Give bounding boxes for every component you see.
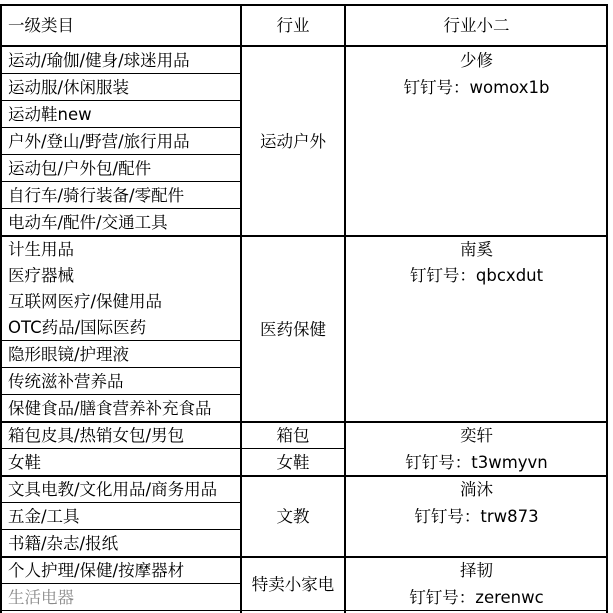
contact-name: 南奚: [460, 240, 493, 259]
category-cell: 文具电教/文化用品/商务用品: [8, 480, 218, 499]
row-divider: [0, 421, 608, 423]
category-cell: 运动包/户外包/配件: [8, 159, 152, 178]
category-row-divider: [0, 100, 241, 101]
contact-dingtalk: 钉钉号：zerenwc: [409, 588, 544, 607]
category-row-divider: [0, 529, 241, 530]
category-row-divider: [0, 583, 241, 584]
category-cell: 书籍/杂志/报纸: [8, 534, 119, 553]
category-cell: 医疗器械: [8, 266, 74, 285]
table-border-right: [606, 4, 608, 613]
category-cell: 传统滋补营养品: [8, 372, 124, 391]
category-row-divider: [0, 181, 241, 182]
contact-dingtalk: 钉钉号：t3wmyvn: [405, 453, 548, 472]
contact-name: 奕轩: [460, 426, 493, 445]
category-cell: 电动车/配件/交通工具: [8, 213, 168, 232]
industry-cell: 运动户外: [260, 132, 326, 151]
category-row-divider: [0, 340, 241, 341]
header-industry: 行业: [276, 15, 310, 35]
category-cell: 运动鞋new: [8, 105, 92, 124]
contact-dingtalk: 钉钉号：qbcxdut: [409, 266, 544, 285]
header-category: 一级类目: [8, 15, 74, 35]
row-divider: [0, 475, 608, 477]
category-row-divider: [0, 394, 241, 395]
category-cell: 生活电器: [8, 588, 74, 607]
industry-cell: 医药保健: [260, 319, 326, 339]
category-row-divider: [0, 73, 241, 74]
contact-name: 少修: [460, 51, 493, 70]
category-cell: 户外/登山/野营/旅行用品: [8, 132, 190, 151]
category-cell: 箱包皮具/热销女包/男包: [8, 426, 185, 445]
table-border-bottom: [0, 610, 608, 611]
category-cell: 五金/工具: [8, 507, 80, 526]
category-cell: 计生用品: [8, 240, 74, 259]
contact-name: 择韧: [460, 561, 493, 580]
row-divider: [0, 556, 608, 558]
industry-cell: 文教: [276, 507, 310, 526]
category-cell: 个人护理/保健/按摩器材: [8, 561, 185, 580]
category-cell: 运动服/休闲服装: [8, 78, 130, 97]
row-divider: [0, 235, 608, 237]
contact-dingtalk: 钉钉号：trw873: [414, 507, 539, 526]
contact-dingtalk: 钉钉号：womox1b: [403, 78, 550, 97]
category-cell: 自行车/骑行装备/零配件: [8, 186, 185, 205]
table-border-top: [0, 4, 608, 6]
column-divider: [344, 4, 346, 613]
category-cell: 互联网医疗/保健用品: [8, 292, 163, 311]
category-cell: 运动/瑜伽/健身/球迷用品: [8, 51, 190, 70]
category-cell: 女鞋: [8, 453, 41, 472]
table-border-left: [0, 4, 2, 613]
category-cell: OTC药品/国际医药: [8, 318, 147, 337]
category-row-divider: [0, 127, 241, 128]
row-divider: [0, 45, 608, 47]
category-row-divider: [0, 154, 241, 155]
industry-cell: 箱包: [276, 426, 310, 445]
header-contact: 行业小二: [443, 15, 510, 35]
industry-cell: 女鞋: [276, 453, 310, 472]
column-divider: [240, 4, 242, 613]
category-cell: 保健食品/膳食营养补充食品: [8, 399, 212, 418]
category-row-divider: [0, 502, 241, 503]
category-cell: 隐形眼镜/护理液: [8, 345, 130, 364]
industry-cell: 特卖小家电: [251, 574, 335, 594]
category-row-divider: [0, 367, 241, 368]
category-row-divider: [0, 208, 241, 209]
contact-name: 淌沐: [460, 480, 493, 499]
row-divider: [0, 448, 346, 449]
